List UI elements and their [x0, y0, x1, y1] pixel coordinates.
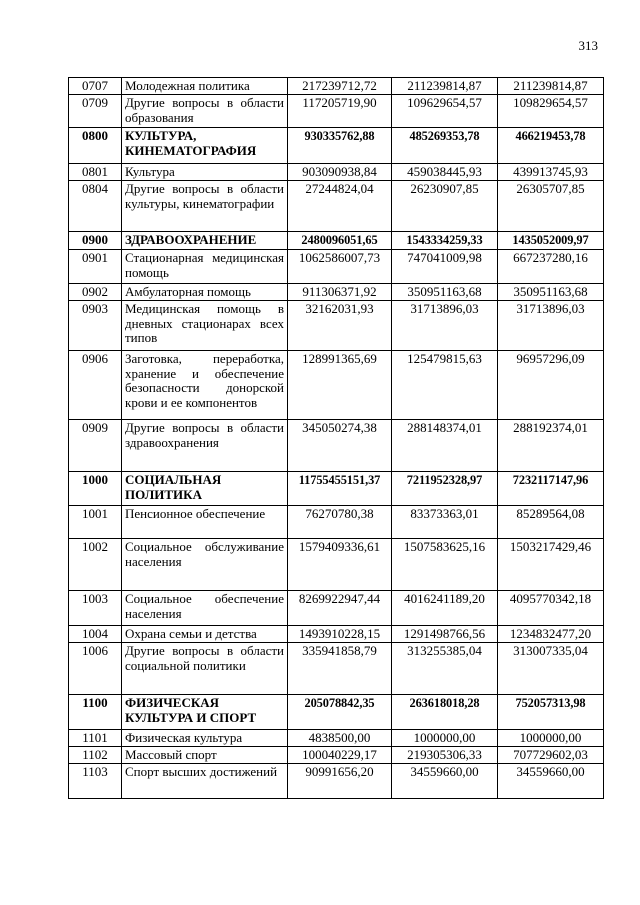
value-cell-2: 26230907,85: [392, 181, 498, 232]
value-cell-1: 2480096051,65: [288, 232, 392, 250]
table-row: [69, 539, 604, 591]
code-cell: 0707: [69, 78, 122, 95]
name-cell: Охрана семьи и детства: [122, 626, 288, 643]
code-cell: 1102: [69, 747, 122, 764]
name-cell: Социальное обслуживание населения: [122, 539, 288, 591]
name-cell: Амбулаторная помощь: [122, 284, 288, 301]
value-cell-1: 903090938,84: [288, 164, 392, 181]
table-row: [69, 351, 604, 420]
value-cell-2: 485269353,78: [392, 128, 498, 164]
value-cell-3: 1503217429,46: [498, 539, 604, 591]
value-cell-3: 752057313,98: [498, 695, 604, 730]
value-cell-1: 1579409336,61: [288, 539, 392, 591]
value-cell-3: 439913745,93: [498, 164, 604, 181]
table-row: [69, 181, 604, 232]
table-row: [69, 250, 604, 284]
section-row: [69, 232, 604, 250]
table-row: [69, 747, 604, 764]
code-cell: 0801: [69, 164, 122, 181]
name-cell: Другие вопросы в области культуры, кинематографии: [122, 181, 288, 232]
name-cell: Другие вопросы в области социальной политики: [122, 643, 288, 695]
value-cell-3: 109829654,57: [498, 95, 604, 128]
name-cell: Другие вопросы в области образования: [122, 95, 288, 128]
code-cell: 1003: [69, 591, 122, 626]
value-cell-3: 211239814,87: [498, 78, 604, 95]
value-cell-2: 747041009,98: [392, 250, 498, 284]
code-cell: 1002: [69, 539, 122, 591]
value-cell-2: 1000000,00: [392, 730, 498, 747]
value-cell-3: 96957296,09: [498, 351, 604, 420]
name-cell: ФИЗИЧЕСКАЯ КУЛЬТУРА И СПОРТ: [122, 695, 288, 730]
name-cell: СОЦИАЛЬНАЯ ПОЛИТИКА: [122, 472, 288, 506]
code-cell: 0903: [69, 301, 122, 351]
code-cell: 1101: [69, 730, 122, 747]
value-cell-2: 109629654,57: [392, 95, 498, 128]
value-cell-2: 313255385,04: [392, 643, 498, 695]
value-cell-1: 27244824,04: [288, 181, 392, 232]
code-cell: 0900: [69, 232, 122, 250]
value-cell-2: 459038445,93: [392, 164, 498, 181]
value-cell-3: 350951163,68: [498, 284, 604, 301]
value-cell-1: 11755455151,37: [288, 472, 392, 506]
section-row: [69, 695, 604, 730]
name-cell: Культура: [122, 164, 288, 181]
value-cell-2: 7211952328,97: [392, 472, 498, 506]
code-cell: 1006: [69, 643, 122, 695]
table-row: [69, 420, 604, 472]
code-cell: 0709: [69, 95, 122, 128]
value-cell-1: 128991365,69: [288, 351, 392, 420]
code-cell: 0906: [69, 351, 122, 420]
section-row: [69, 472, 604, 506]
value-cell-3: 7232117147,96: [498, 472, 604, 506]
value-cell-3: 31713896,03: [498, 301, 604, 351]
code-cell: 0901: [69, 250, 122, 284]
budget-table-body: [69, 78, 604, 799]
name-cell: Спорт высших достижений: [122, 764, 288, 799]
value-cell-1: 4838500,00: [288, 730, 392, 747]
table-row: [69, 301, 604, 351]
code-cell: 1001: [69, 506, 122, 539]
name-cell: Пенсионное обеспечение: [122, 506, 288, 539]
name-cell: Массовый спорт: [122, 747, 288, 764]
value-cell-3: 1000000,00: [498, 730, 604, 747]
value-cell-1: 335941858,79: [288, 643, 392, 695]
budget-table: [68, 77, 604, 799]
name-cell: КУЛЬТУРА, КИНЕМАТОГРАФИЯ: [122, 128, 288, 164]
name-cell: ЗДРАВООХРАНЕНИЕ: [122, 232, 288, 250]
table-row: [69, 730, 604, 747]
value-cell-3: 1234832477,20: [498, 626, 604, 643]
value-cell-3: 34559660,00: [498, 764, 604, 799]
name-cell: Стационарная медицинская помощь: [122, 250, 288, 284]
name-cell: Медицинская помощь в дневных стационарах всех типов: [122, 301, 288, 351]
value-cell-3: 466219453,78: [498, 128, 604, 164]
value-cell-1: 217239712,72: [288, 78, 392, 95]
value-cell-3: 667237280,16: [498, 250, 604, 284]
name-cell: Другие вопросы в области здравоохранения: [122, 420, 288, 472]
value-cell-2: 4016241189,20: [392, 591, 498, 626]
value-cell-3: 4095770342,18: [498, 591, 604, 626]
table-row: [69, 506, 604, 539]
value-cell-2: 1291498766,56: [392, 626, 498, 643]
value-cell-1: 32162031,93: [288, 301, 392, 351]
value-cell-1: 1493910228,15: [288, 626, 392, 643]
value-cell-1: 205078842,35: [288, 695, 392, 730]
value-cell-1: 90991656,20: [288, 764, 392, 799]
name-cell: Социальное обеспечение населения: [122, 591, 288, 626]
page-number: 313: [578, 38, 598, 53]
table-row: [69, 95, 604, 128]
code-cell: 0800: [69, 128, 122, 164]
name-cell: Физическая культура: [122, 730, 288, 747]
code-cell: 1000: [69, 472, 122, 506]
value-cell-2: 125479815,63: [392, 351, 498, 420]
value-cell-2: 211239814,87: [392, 78, 498, 95]
value-cell-2: 350951163,68: [392, 284, 498, 301]
value-cell-1: 345050274,38: [288, 420, 392, 472]
table-row: [69, 591, 604, 626]
value-cell-3: 85289564,08: [498, 506, 604, 539]
code-cell: 0804: [69, 181, 122, 232]
value-cell-3: 26305707,85: [498, 181, 604, 232]
value-cell-2: 83373363,01: [392, 506, 498, 539]
name-cell: Молодежная политика: [122, 78, 288, 95]
code-cell: 0902: [69, 284, 122, 301]
table-row: [69, 643, 604, 695]
value-cell-3: 288192374,01: [498, 420, 604, 472]
table-row: [69, 164, 604, 181]
value-cell-1: 1062586007,73: [288, 250, 392, 284]
value-cell-1: 911306371,92: [288, 284, 392, 301]
value-cell-2: 219305306,33: [392, 747, 498, 764]
value-cell-2: 31713896,03: [392, 301, 498, 351]
table-row: [69, 284, 604, 301]
value-cell-2: 263618018,28: [392, 695, 498, 730]
value-cell-3: 313007335,04: [498, 643, 604, 695]
table-row: [69, 626, 604, 643]
value-cell-1: 930335762,88: [288, 128, 392, 164]
section-row: [69, 128, 604, 164]
value-cell-2: 288148374,01: [392, 420, 498, 472]
value-cell-2: 1507583625,16: [392, 539, 498, 591]
code-cell: 1100: [69, 695, 122, 730]
name-cell: Заготовка, переработка, хранение и обеспечение безопасности донорской крови и ее компонентов: [122, 351, 288, 420]
code-cell: 0909: [69, 420, 122, 472]
value-cell-1: 76270780,38: [288, 506, 392, 539]
value-cell-1: 117205719,90: [288, 95, 392, 128]
code-cell: 1004: [69, 626, 122, 643]
value-cell-1: 8269922947,44: [288, 591, 392, 626]
value-cell-2: 1543334259,33: [392, 232, 498, 250]
value-cell-3: 1435052009,97: [498, 232, 604, 250]
value-cell-1: 100040229,17: [288, 747, 392, 764]
table-row: [69, 78, 604, 95]
table-row: [69, 764, 604, 799]
value-cell-3: 707729602,03: [498, 747, 604, 764]
value-cell-2: 34559660,00: [392, 764, 498, 799]
code-cell: 1103: [69, 764, 122, 799]
